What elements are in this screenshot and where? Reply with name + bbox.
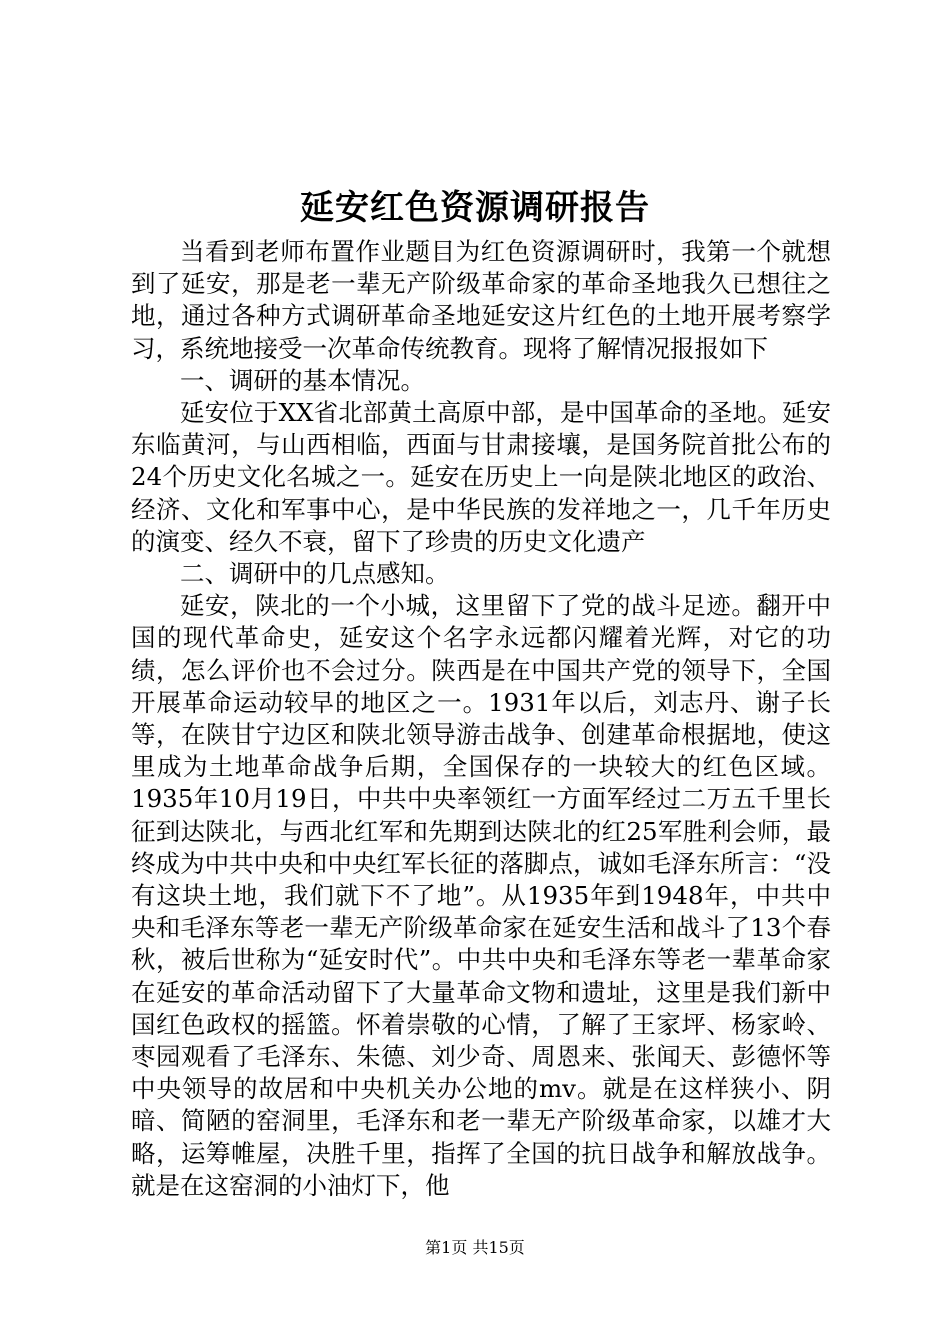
paragraph-basic-info: 延安位于XX省北部黄土高原中部，是中国革命的圣地。延安东临黄河，与山西相临，西面与甘肃接壤，是国务院首批公布的24个历史文化名城之一。延安在历史上一向是陕北地区的政治、经济、文化和军事中心，是中华民族的发祥地之一，几千年历史的演变、经久不衰，留下了珍贵的历史文化遗产 (131, 398, 831, 556)
document-title: 延安红色资源调研报告 (300, 188, 650, 228)
section-heading-2: 二、调研中的几点感知。 (180, 559, 450, 589)
section-heading-1: 一、调研的基本情况。 (180, 365, 425, 395)
paragraph-intro: 当看到老师布置作业题目为红色资源调研时，我第一个就想到了延安，那是老一辈无产阶级革命家的革命圣地我久已想往之地，通过各种方式调研革命圣地延安这片红色的土地开展考察学习，系统地接受一次革命传统教育。现将了解情况报报如下 (131, 237, 831, 363)
page-number-footer: 第1页 共15页 (425, 1238, 525, 1257)
document-body (131, 236, 831, 1202)
paragraph-impressions: 延安，陕北的一个小城，这里留下了党的战斗足迹。翻开中国的现代革命史，延安这个名字永远都闪耀着光辉，对它的功绩，怎么评价也不会过分。陕西是在中国共产党的领导下，全国开展革命运动较早的地区之一。1931年以后，刘志丹、谢子长等，在陕甘宁边区和陕北领导游击战争、创建革命根据地，使这里成为土地革命战争后期，全国保存的一块较大的红色区域。1935年10月19日，中共中央率领红一方面军经过二万五千里长征到达陕北，与西北红军和先期到达陕北的红25军胜利会师，最终成为中共中央和中央红军长征的落脚点，诚如毛泽东所言：“没有这块土地，我们就下不了地”。从1935年到1948年，中共中央和毛泽东等老一辈无产阶级革命家在延安生活和战斗了13个春秋，被后世称为“延安时代”。中共中央和毛泽东等老一辈革命家在延安的革命活动留下了大量革命文物和遗址，这里是我们新中国红色政权的摇篮。怀着崇敬的心情，了解了王家坪、杨家岭、枣园观看了毛泽东、朱德、刘少奇、周恩来、张闻天、彭德怀等中央领导的故居和中央机关办公地的mv。就是在这样狭小、阴暗、简陋的窑洞里，毛泽东和老一辈无产阶级革命家，以雄才大略，运筹帷屋，决胜千里，指挥了全国的抗日战争和解放战争。就是在这窑洞的小油灯下，他 (131, 591, 831, 1200)
